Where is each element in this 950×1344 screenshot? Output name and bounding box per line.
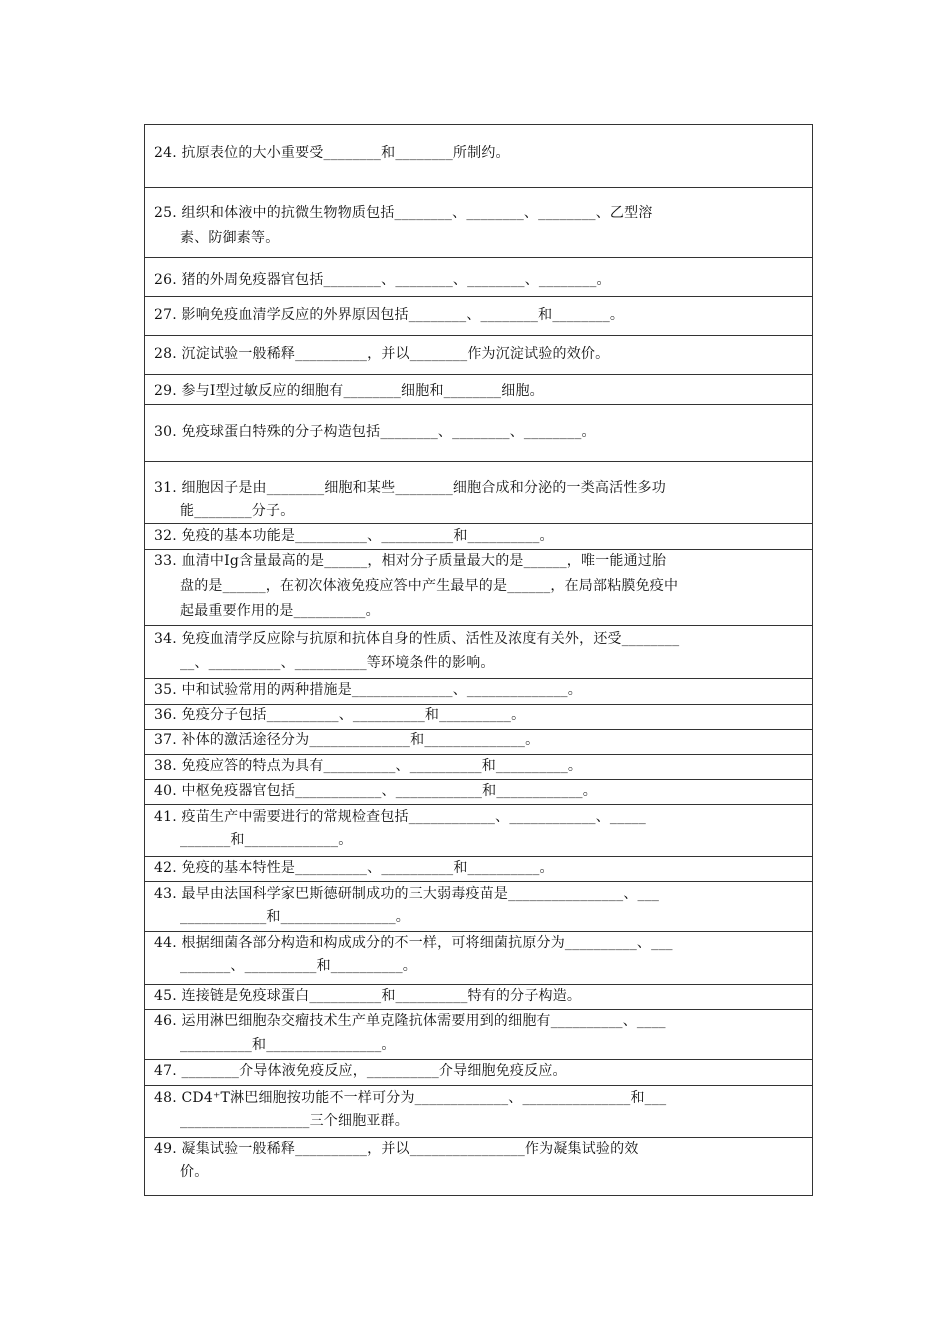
question-text-line: 37. 补体的激活途径分为______________和______________。 [154, 732, 540, 748]
question-row [145, 1137, 812, 1197]
question-text-line: 48. CD4⁺T淋巴细胞按功能不一样可分为_____________、_______________和___ [154, 1090, 667, 1106]
question-text-line: 价。 [180, 1164, 209, 1180]
question-text-line: 45. 连接链是免疫球蛋白__________和__________特有的分子构造。 [154, 988, 582, 1004]
question-text-line: 31. 细胞因子是由________细胞和某些________细胞合成和分泌的一类高活性多功 [154, 480, 666, 496]
question-row [145, 1085, 812, 1138]
question-text-line: 40. 中枢免疫器官包括____________、____________和____________。 [154, 783, 597, 799]
question-text-line: 30. 免疫球蛋白特殊的分子构造包括________、________、________。 [154, 424, 596, 440]
question-row [145, 754, 812, 780]
question-row [145, 931, 812, 985]
question-text-line: 38. 免疫应答的特点为具有__________、__________和__________。 [154, 758, 583, 774]
question-text-line: 28. 沉淀试验一般稀释__________，并以________作为沉淀试验的效价。 [154, 346, 610, 362]
question-row [145, 804, 812, 857]
question-text-line: 36. 免疫分子包括__________、__________和__________。 [154, 707, 526, 723]
question-row [145, 625, 812, 679]
question-text-line: _______和_____________。 [180, 832, 353, 848]
question-row [145, 1009, 812, 1060]
question-text-line: 35. 中和试验常用的两种措施是______________、______________。 [154, 682, 582, 698]
question-text-line: 29. 参与Ⅰ型过敏反应的细胞有________细胞和________细胞。 [154, 383, 544, 399]
question-text-line: 33. 血清中Ig含量最高的是______，相对分子质量最大的是______，唯一能通过胎 [154, 553, 667, 569]
question-table [144, 124, 813, 1196]
question-text-line: 27. 影响免疫血清学反应的外界原因包括________、________和________。 [154, 307, 625, 323]
question-text-line: 起最重要作用的是__________。 [180, 603, 380, 619]
question-row [145, 881, 812, 932]
question-text-line: ____________和________________。 [180, 909, 410, 925]
question-row [145, 549, 812, 626]
question-row [145, 335, 812, 375]
question-text-line: 26. 猪的外周免疫器官包括________、________、________、________。 [154, 272, 611, 288]
question-row [145, 678, 812, 705]
question-text-line: __________________三个细胞亚群。 [180, 1113, 409, 1129]
question-row [145, 856, 812, 882]
question-text-line: 43. 最早由法国科学家巴斯德研制成功的三大弱毒疫苗是________________、___ [154, 886, 660, 902]
question-text-line: 能________分子。 [180, 503, 295, 519]
question-text-line: 盘的是______，在初次体液免疫应答中产生最早的是______，在局部粘膜免疫中 [180, 578, 679, 594]
question-text-line: 44. 根据细菌各部分构造和构成成分的不一样，可将细菌抗原分为__________、___ [154, 935, 673, 951]
question-text-line: 素、防御素等。 [180, 230, 280, 246]
question-text-line: __________和________________。 [180, 1037, 396, 1053]
question-row [145, 296, 812, 336]
question-row [145, 461, 812, 524]
question-text-line: _______、__________和__________。 [180, 958, 417, 974]
question-row [145, 187, 812, 258]
question-text-line: __、__________、__________等环境条件的影响。 [180, 655, 495, 671]
question-row [145, 729, 812, 755]
question-text-line: 46. 运用淋巴细胞杂交瘤技术生产单克隆抗体需要用到的细胞有__________、____ [154, 1013, 666, 1029]
question-row [145, 704, 812, 730]
question-row [145, 984, 812, 1010]
question-text-line: 32. 免疫的基本功能是__________、__________和__________。 [154, 528, 554, 544]
question-text-line: 42. 免疫的基本特性是__________、__________和__________。 [154, 860, 554, 876]
question-text-line: 25. 组织和体液中的抗微生物物质包括________、________、________、乙型溶 [154, 205, 653, 221]
question-row [145, 779, 812, 805]
question-text-line: 24. 抗原表位的大小重要受________和________所制约。 [154, 145, 510, 161]
question-text-line: 34. 免疫血清学反应除与抗原和抗体自身的性质、活性及浓度有关外，还受________ [154, 631, 680, 647]
question-row [145, 523, 812, 550]
question-row [145, 1059, 812, 1086]
question-row [145, 374, 812, 405]
question-text-line: 47. ________介导体液免疫反应，__________介导细胞免疫反应。 [154, 1063, 567, 1079]
question-text-line: 49. 凝集试验一般稀释__________，并以________________作为凝集试验的效 [154, 1141, 639, 1157]
question-row [145, 404, 812, 462]
question-row [145, 257, 812, 297]
question-text-line: 41. 疫苗生产中需要进行的常规检查包括____________、____________、_____ [154, 809, 646, 825]
question-row [145, 125, 812, 188]
